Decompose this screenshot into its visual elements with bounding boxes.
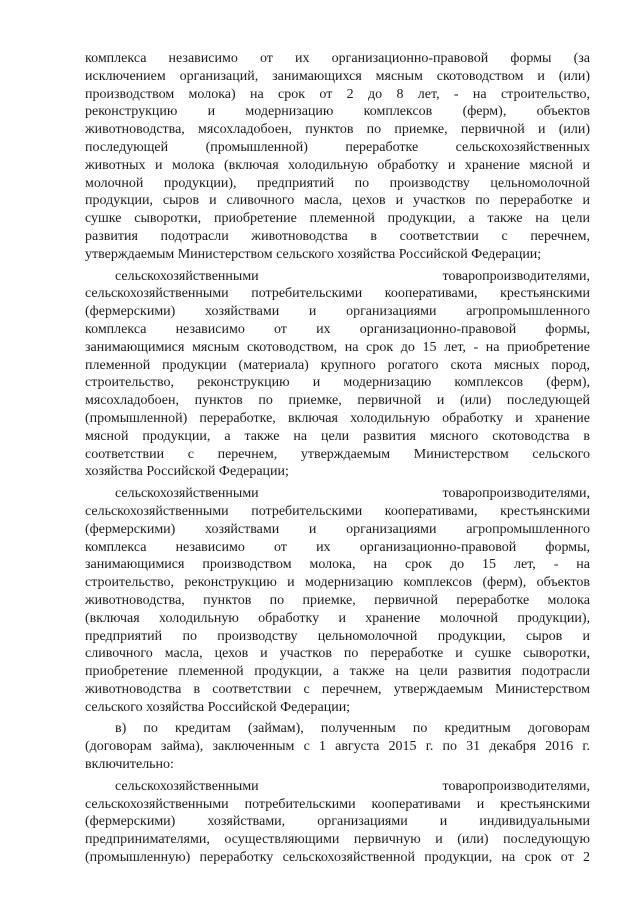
- text-line: (фермерскими) хозяйствами и организациями агропромышленного: [85, 304, 590, 320]
- text-line: приобретение племенной продукции, а также на цели развития подотрасли: [85, 664, 590, 680]
- text-line: мясной продукции, а также на цели развития мясного скотоводства в: [85, 428, 590, 444]
- paragraph-p3: [85, 485, 590, 716]
- text-line: строительство, реконструкцию и модернизацию комплексов (ферм),: [85, 375, 590, 391]
- text-line: (договорам займа), заключенным с 1 августа 2015 г. по 31 декабря 2016 г.: [85, 739, 590, 755]
- text-line: реконструкцию и модернизацию комплексов (ферм), объектов: [85, 104, 590, 120]
- text-line: последующей (промышленной) переработке сельскохозяйственных: [85, 139, 590, 155]
- text-line: сушке сыворотки, приобретение племенной продукции, а также на цели: [85, 211, 590, 227]
- document-body: [85, 50, 590, 867]
- text-line: животноводства в соответствии с перечнем, утверждаемым Министерством: [85, 681, 590, 697]
- text-line: (фермерскими) хозяйствами и организациями агропромышленного: [85, 521, 590, 537]
- text-line: в) по кредитам (займам), полученным по кредитным договорам: [115, 721, 590, 737]
- text-line: исключением организаций, занимающихся мясным скотоводством и (или): [85, 68, 590, 84]
- text-line: производством молока) на срок от 2 до 8 лет, - на строительство,: [85, 86, 590, 102]
- text-line: сливочного масла, цехов и участков по переработке и сушке сыворотки,: [85, 646, 590, 662]
- text-line: комплекса независимо от их организационно-правовой формы,: [85, 539, 590, 555]
- text-line: соответствии с перечнем, утверждаемым Министерством сельского: [85, 446, 590, 462]
- text-line: включительно:: [85, 757, 174, 773]
- text-line: развития подотрасли животноводства в соответствии с перечнем,: [85, 228, 590, 244]
- text-line: хозяйства Российской Федерации;: [85, 464, 289, 480]
- text-line: сельскохозяйственными товаропроизводителями,: [115, 268, 590, 284]
- paragraph-p1: [85, 50, 590, 264]
- paragraph-p2: [85, 268, 590, 482]
- text-line: (фермерскими) хозяйствами, организациями и индивидуальными: [85, 814, 590, 830]
- text-line: (промышленной) переработке, включая холодильную обработку и хранение: [85, 410, 590, 426]
- text-line: строительство, реконструкцию и модернизацию комплексов (ферм), объектов: [85, 575, 590, 591]
- paragraph-p4: [85, 720, 590, 773]
- text-line: занимающимися производством молока, на срок до 15 лет, - на: [85, 557, 590, 573]
- text-line: сельского хозяйства Российской Федерации;: [85, 699, 351, 715]
- text-line: племенной продукции (материала) крупного рогатого скота мясных пород,: [85, 357, 590, 373]
- text-line: мясохладобоен, пунктов по приемке, первичной и (или) последующей: [85, 393, 590, 409]
- text-line: молочной продукции), предприятий по производству цельномолочной: [85, 175, 590, 191]
- text-line: комплекса независимо от их организационно-правовой формы,: [85, 321, 590, 337]
- text-line: (промышленную) переработку сельскохозяйственной продукции, на срок от 2: [85, 850, 590, 866]
- text-line: сельскохозяйственными потребительскими кооперативами, крестьянскими: [85, 286, 590, 302]
- paragraph-p5: [85, 778, 590, 867]
- text-line: животных и молока (включая холодильную обработку и хранение мясной и: [85, 157, 590, 173]
- text-line: комплекса независимо от их организационно-правовой формы (за: [85, 51, 590, 66]
- text-line: сельскохозяйственными потребительскими кооперативами и крестьянскими: [85, 796, 590, 812]
- text-line: предпринимателями, осуществляющими первичную и (или) последующую: [85, 832, 590, 848]
- text-line: утверждаемым Министерством сельского хозяйства Российской Федерации;: [85, 246, 542, 262]
- text-line: сельскохозяйственными потребительскими кооперативами, крестьянскими: [85, 503, 590, 519]
- text-line: занимающимися мясным скотоводством, на срок до 15 лет, - на приобретение: [85, 339, 590, 355]
- text-line: сельскохозяйственными товаропроизводителями,: [115, 778, 590, 794]
- text-line: животноводства, мясохладобоен, пунктов по приемке, первичной и (или): [85, 122, 590, 138]
- text-line: (включая холодильную обработку и хранение молочной продукции),: [85, 610, 590, 626]
- text-line: животноводства, пунктов по приемке, первичной переработке молока: [85, 592, 590, 608]
- text-line: сельскохозяйственными товаропроизводителями,: [115, 486, 590, 502]
- text-line: продукции, сыров и сливочного масла, цехов и участков по переработке и: [85, 193, 590, 209]
- text-line: предприятий по производству цельномолочной продукции, сыров и: [85, 628, 590, 644]
